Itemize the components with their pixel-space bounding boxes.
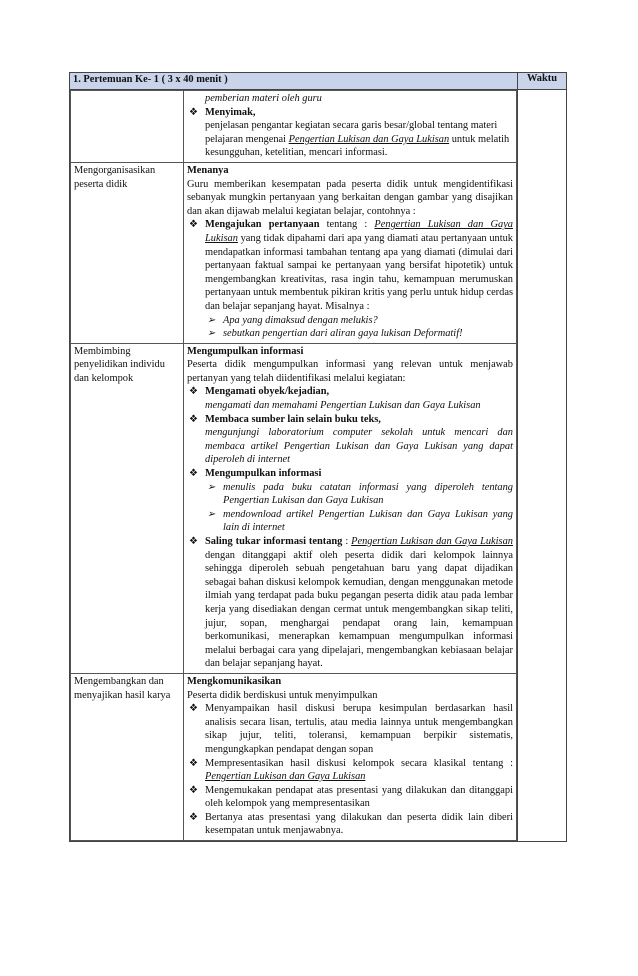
menyimak-title: Menyimak, <box>205 106 256 118</box>
stage-label: Membimbing penyelidikan individu dan kelompok <box>71 343 184 673</box>
list-item: ❖ Membaca sumber lain selain buku teks, <box>189 413 381 425</box>
stage-label: Mengembangkan dan menyajikan hasil karya <box>71 673 184 840</box>
table-row <box>71 343 517 673</box>
diamond-bullet-icon: ❖ <box>189 703 198 715</box>
diamond-bullet-icon: ❖ <box>189 219 198 231</box>
arrow-bullet-icon: ➢ <box>207 508 216 520</box>
section-title: Menanya <box>187 164 229 176</box>
list-item: ❖ Mengumpulkan informasi <box>189 468 322 480</box>
stage-cell-empty <box>71 91 184 163</box>
table-row <box>71 91 517 163</box>
list-item: ❖ Menyampaikan hasil diskusi berupa kesimpulan berdasarkan hasil analisis secara lisan, tertulis, atau media lainnya untuk mengembangkan sikap jujur, teliti, toleransi, kemampuan berpikir sistematis, mengungkapkan pendapat dengan sopan <box>189 703 513 755</box>
section-title: Mengkomunikasikan <box>187 675 282 687</box>
waktu-header: Waktu <box>518 73 567 90</box>
stage-label: Mengorganisasikan peserta didik <box>71 162 184 343</box>
section-title: Mengumpulkan informasi <box>187 345 304 357</box>
diamond-bullet-icon: ❖ <box>189 757 198 769</box>
arrow-bullet-icon: ➢ <box>207 314 216 326</box>
activity-cell <box>184 343 517 673</box>
list-item: ❖ Bertanya atas presentasi yang dilakukan dan peserta didik lain diberi kesempatan untuk menjawabnya. <box>189 811 513 837</box>
section-intro: Peserta didik mengumpulkan informasi yang relevan untuk menjawab pertanyan yang telah diidentifikasi melalui kegiatan: <box>187 359 513 384</box>
lesson-table <box>69 72 567 842</box>
diamond-bullet-icon: ❖ <box>189 811 198 823</box>
waktu-cell <box>518 90 567 842</box>
diamond-bullet-icon: ❖ <box>189 784 198 796</box>
diamond-bullet-icon: ❖ <box>189 536 198 547</box>
section-intro: Guru memberikan kesempatan pada peserta didik untuk mengidentifikasi sebanyak mungkin pertanyaan yang berkaitan dengan gambar yang disajikan dan akan dijawab melalui kegiatan belajar, contohnya : <box>187 178 513 217</box>
arrow-bullet-icon: ➢ <box>207 481 216 493</box>
list-item: ❖ Mengemukakan pendapat atas presentasi yang dilakukan dan ditanggapi oleh kelompok yang mempresentasikan <box>189 784 513 810</box>
section-intro: Peserta didik berdiskusi untuk menyimpulkan <box>187 689 378 701</box>
list-item: ➢ Apa yang dimaksud dengan melukis? <box>207 314 378 326</box>
meeting-title: 1. Pertemuan Ke- 1 ( 3 x 40 menit ) <box>70 73 518 90</box>
list-item-text: mengamati dan memahami Pengertian Lukisan dan Gaya Lukisan <box>205 400 481 412</box>
list-item: ➢ sebutkan pengertian dari aliran gaya lukisan Deformatif! <box>207 328 463 340</box>
list-item: ❖ Mempresentasikan hasil diskusi kelompok secara klasikal tentang : Pengertian Lukisan dan Gaya Lukisan <box>189 757 513 783</box>
list-item: ❖ Mengajukan pertanyaan tentang : Pengertian Lukisan dan Gaya Lukisan yang tidak dipahami dari apa yang diamati atau pertanyaan untuk mendapatkan informasi tambahan tentang apa yang diamati (dimulai dari pertanyaan faktual sampai ke pertanyaan yang bersifat hipotetik) untuk mengembangkan kreativitas, rasa ingin tahu, kemampuan merumuskan pertanyaan untuk membentuk pikiran kritis yang perlu untuk hidup cerdas dan belajar sepanjang hayat. Misalnya : <box>189 219 514 312</box>
list-item-text: mengunjungi laboratorium computer sekolah untuk mencari dan membaca artikel Pengertian Lukisan dan Gaya Lukisan yang dapat diperoleh di internet <box>205 427 513 466</box>
activity-cell <box>184 91 517 163</box>
arrow-bullet-icon: ➢ <box>207 328 216 340</box>
diamond-bullet-icon: ❖ <box>189 413 198 425</box>
list-item: ➢ menulis pada buku catatan informasi yang diperoleh tentang Pengertian Lukisan dan Gaya Lukisan <box>207 481 513 507</box>
header-row <box>70 73 567 90</box>
diamond-bullet-icon: ❖ <box>189 106 198 118</box>
diamond-bullet-icon: ❖ <box>189 468 198 480</box>
menyimak-text: penjelasan pengantar kegiatan secara garis besar/global tentang materi pelajaran mengenai Pengertian Lukisan dan Gaya Lukisan untuk melatih kesungguhan, ketelitian, mencari informasi. <box>205 120 510 159</box>
activities-table <box>70 90 517 841</box>
activities-cell <box>70 90 518 842</box>
list-item: ➢ mendownload artikel Pengertian Lukisan dan Gaya Lukisan yang lain di internet <box>207 508 513 534</box>
list-item: ❖ Mengamati obyek/kejadian, <box>189 386 330 398</box>
table-row <box>71 162 517 343</box>
document-page <box>69 72 567 842</box>
continued-text: pemberian materi oleh guru <box>205 93 322 104</box>
list-item <box>187 106 513 120</box>
table-row <box>71 673 517 840</box>
list-item: ❖ Saling tukar informasi tentang : Pengertian Lukisan dan Gaya Lukisan dengan ditanggapi aktif oleh peserta didik dari kelompok lainnya sehingga diperoleh sebuah pengetahuan baru yang dapat dijadikan sebagai bahan diskusi kelompok kemudian, dengan menggunakan metode ilmiah yang terdapat pada buku pegangan peserta didik atau pada lembar kerja yang disediakan dengan cermat untuk mengembangkan sikap teliti, jujur, sopan, menghargai pendapat orang lain, kemampuan berkomunikasi, menerapkan kemampuan mengumpulkan informasi melalui berbagai cara yang dipelajari, mengembangkan kebiasaan belajar dan belajar sepanjang hayat. <box>189 536 513 670</box>
activity-cell <box>184 673 517 840</box>
diamond-bullet-icon: ❖ <box>189 386 198 398</box>
activity-cell <box>184 162 517 343</box>
